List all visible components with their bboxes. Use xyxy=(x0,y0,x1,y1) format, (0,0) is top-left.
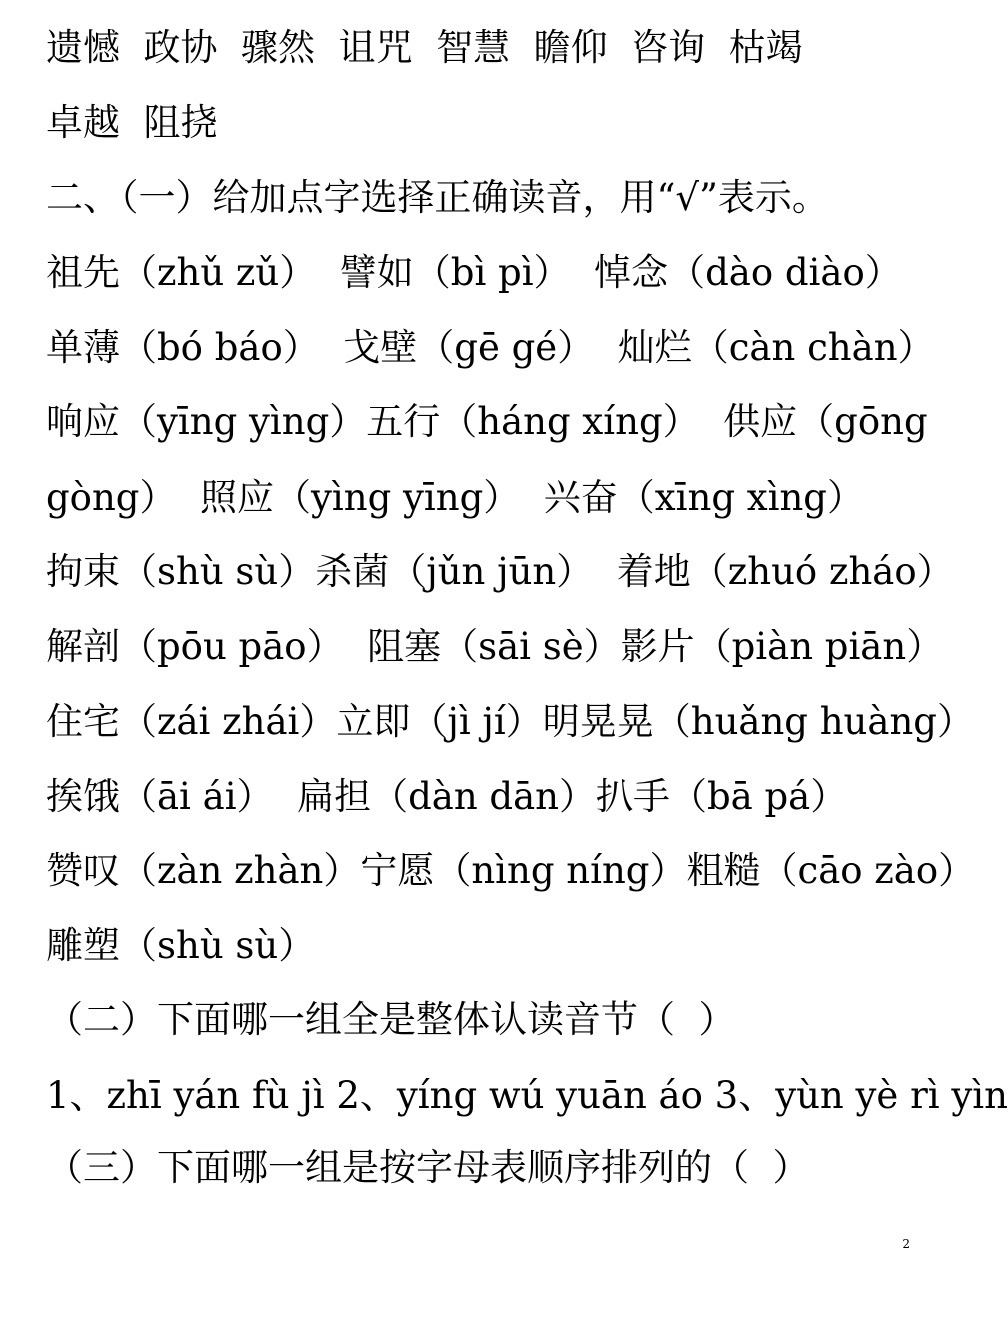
pronunciation-line-6: 解剖（pōu pāo） 阻塞（sāi sè）影片（piàn piān） xyxy=(46,625,944,668)
section-question-two: （二）下面哪一组全是整体认读音节（ ） xyxy=(46,998,736,1041)
pronunciation-line-9: 赞叹（zàn zhàn）宁愿（nìng níng）粗糙（cāo zào） xyxy=(46,849,976,892)
pronunciation-line-1: 祖先（zhǔ zǔ） 譬如（bì pì） 悼念（dào diào） xyxy=(46,251,902,294)
pronunciation-line-3: 响应（yīng yìng）五行（háng xíng） 供应（gōng xyxy=(46,400,928,443)
section-question-three: （三）下面哪一组是按字母表顺序排列的（ ） xyxy=(46,1146,810,1189)
page-number: 2 xyxy=(902,1237,910,1251)
pronunciation-line-7: 住宅（zái zhái）立即（jì jí）明晃晃（huǎng huàng） xyxy=(46,700,974,743)
pronunciation-line-8: 挨饿（āi ái） 扁担（dàn dān）扒手（bā pá） xyxy=(46,775,848,818)
vocabulary-line-1: 遗憾 政协 骤然 诅咒 智慧 瞻仰 咨询 枯竭 xyxy=(46,26,803,69)
vocabulary-line-2: 卓越 阻挠 xyxy=(46,101,218,144)
pronunciation-line-2: 单薄（bó báo） 戈壁（gē gé） 灿烂（càn chàn） xyxy=(46,326,935,369)
pronunciation-line-4: gòng） 照应（yìng yīng） 兴奋（xīng xìng） xyxy=(46,476,864,519)
pronunciation-line-10: 雕塑（shù sù） xyxy=(46,924,316,967)
section-heading-one: 二、（一）给加点字选择正确读音，用“√”表示。 xyxy=(46,176,829,219)
pronunciation-line-5: 拘束（shù sù）杀菌（jǔn jūn） 着地（zhuó zháo） xyxy=(46,550,954,593)
syllable-options-line: 1、zhī yán fù jì 2、yíng wú yuān áo 3、yùn yè rì yìn xyxy=(46,1074,1008,1117)
